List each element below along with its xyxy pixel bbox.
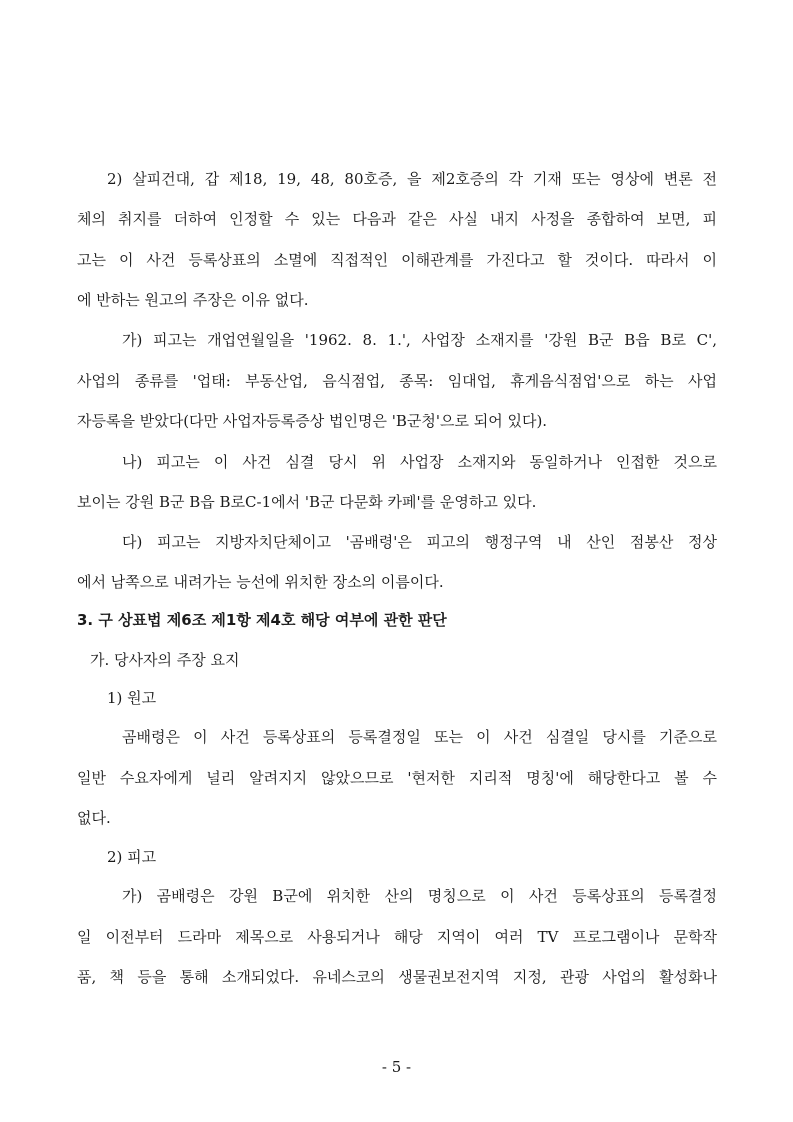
paragraph-line: 에서 남쪽으로 내려가는 능선에 위치한 장소의 이름이다. xyxy=(77,573,444,591)
paragraph-line: 없다. xyxy=(77,809,111,827)
paragraph-line: 에 반하는 원고의 주장은 이유 없다. xyxy=(77,291,309,309)
paragraph-line: 나) 피고는 이 사건 심결 당시 위 사업장 소재지와 동일하거나 인접한 것으로 xyxy=(122,453,717,471)
subsection-label: 1) 원고 xyxy=(107,689,157,707)
paragraph-line: 곰배령은 이 사건 등록상표의 등록결정일 또는 이 사건 심결일 당시를 기준으로 xyxy=(122,728,717,746)
page-number: - 5 - xyxy=(381,1058,412,1076)
subsection-label: 2) 피고 xyxy=(107,848,157,866)
subsection-heading: 가. 당사자의 주장 요지 xyxy=(90,651,240,669)
paragraph-line: 품, 책 등을 통해 소개되었다. 유네스코의 생물권보전지역 지정, 관광 사업의 활성화나 xyxy=(77,968,717,986)
paragraph-line: 2) 살피건대, 갑 제18, 19, 48, 80호증, 을 제2호증의 각 기재 또는 영상에 변론 전 xyxy=(107,170,717,188)
paragraph-line: 일반 수요자에게 널리 알려지지 않았으므로 '현저한 지리적 명칭'에 해당한다고 볼 수 xyxy=(77,769,717,787)
paragraph-line: 일 이전부터 드라마 제목으로 사용되거나 해당 지역이 여러 TV 프로그램이나 문학작 xyxy=(77,928,717,946)
paragraph-line: 고는 이 사건 등록상표의 소멸에 직접적인 이해관계를 가진다고 할 것이다. 따라서 이 xyxy=(77,251,717,269)
paragraph-line: 다) 피고는 지방자치단체이고 '곰배령'은 피고의 행정구역 내 산인 점봉산 정상 xyxy=(122,533,717,551)
paragraph-line: 체의 취지를 더하여 인정할 수 있는 다음과 같은 사실 내지 사정을 종합하여 보면, 피 xyxy=(77,210,717,228)
paragraph-line: 보이는 강원 B군 B읍 B로C-1에서 'B군 다문화 카페'를 운영하고 있다. xyxy=(77,493,537,511)
paragraph-line: 가) 피고는 개업연월일을 '1962. 8. 1.', 사업장 소재지를 '강원 B군 B읍 B로 C', xyxy=(122,331,717,349)
paragraph-line: 자등록을 받았다(다만 사업자등록증상 법인명은 'B군청'으로 되어 있다). xyxy=(77,412,548,430)
paragraph-line: 가) 곰배령은 강원 B군에 위치한 산의 명칭으로 이 사건 등록상표의 등록결정 xyxy=(122,887,717,905)
paragraph-line: 사업의 종류를 '업태: 부동산업, 음식점업, 종목: 임대업, 휴게음식점업'으로 하는 사업 xyxy=(77,372,717,390)
section-heading: 3. 구 상표법 제6조 제1항 제4호 해당 여부에 관한 판단 xyxy=(77,611,447,629)
